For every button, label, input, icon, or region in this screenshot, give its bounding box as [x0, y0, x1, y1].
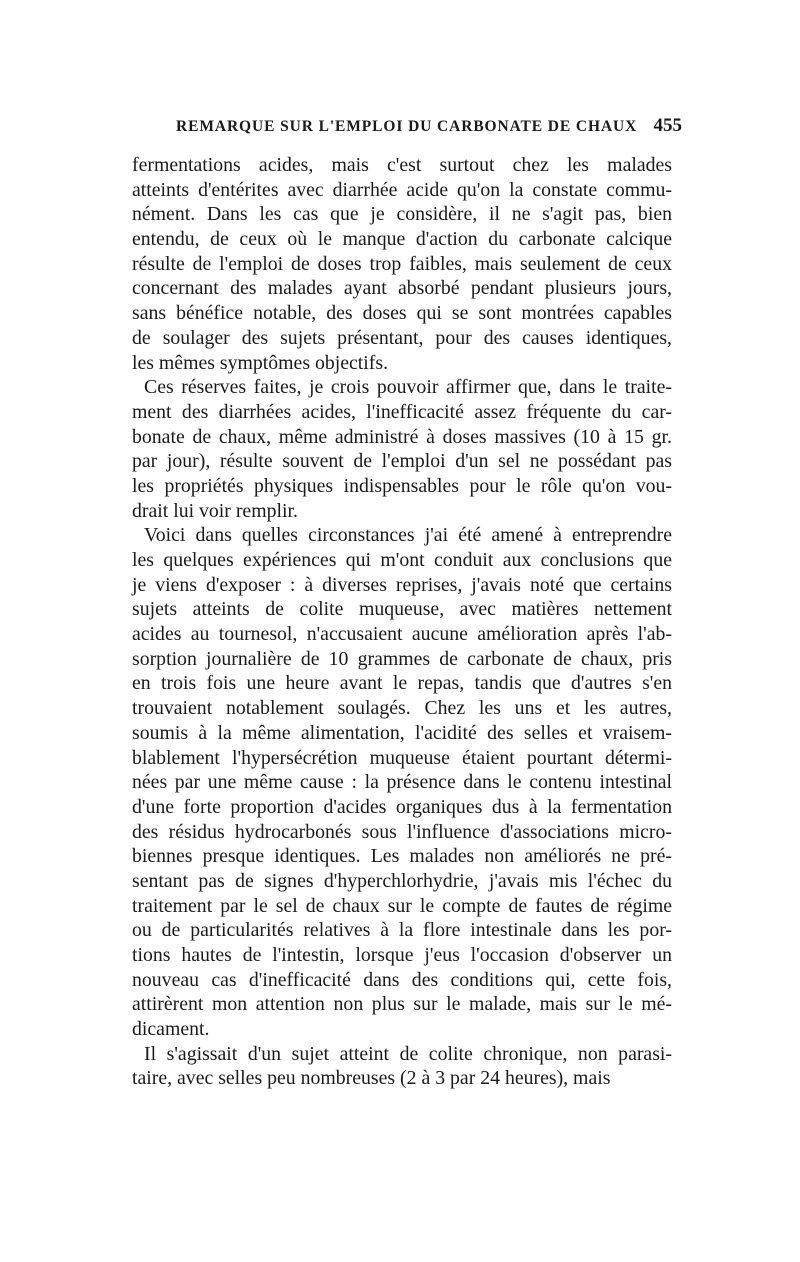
- text-line: des résidus hydrocarbonés sous l'influence d'associations micro-: [132, 820, 672, 843]
- text-line: sujets atteints de colite muqueuse, avec matières nettement: [132, 598, 672, 621]
- paragraph: [132, 1042, 672, 1091]
- text-line: concernant des malades ayant absorbé pendant plusieurs jours,: [132, 277, 672, 300]
- text-line: sentant pas de signes d'hyperchlorhydrie, j'avais mis l'échec du: [132, 869, 672, 892]
- text-line: sorption journalière de 10 grammes de carbonate de chaux, pris: [132, 647, 672, 670]
- text-line: biennes presque identiques. Les malades non améliorés ne pré-: [132, 845, 672, 868]
- body-text: [132, 153, 672, 1091]
- text-line: nouveau cas d'inefficacité dans des conditions qui, cette fois,: [132, 968, 672, 991]
- text-line: dicament.: [132, 1018, 210, 1041]
- text-line: résulte de l'emploi de doses trop faibles, mais seulement de ceux: [132, 252, 672, 275]
- text-line: soumis à la même alimentation, l'acidité des selles et vraisem-: [132, 721, 672, 744]
- paragraph: [132, 523, 672, 1041]
- text-line: attirèrent mon attention non plus sur le malade, mais sur le mé-: [132, 993, 672, 1016]
- text-line: blablement l'hypersécrétion muqueuse étaient pourtant détermi-: [132, 746, 672, 769]
- text-line: tions hautes de l'intestin, lorsque j'eus l'occasion d'observer un: [132, 944, 672, 966]
- text-line: fermentations acides, mais c'est surtout chez les malades: [132, 154, 672, 176]
- text-line: ment des diarrhées acides, l'inefficacité assez fréquente du car-: [132, 400, 672, 423]
- text-line: Ces réserves faites, je crois pouvoir affirmer que, dans le traite-: [144, 376, 672, 399]
- text-line: nées par une même cause : la présence dans le contenu intestinal: [132, 771, 672, 794]
- text-line: Il s'agissait d'un sujet atteint de colite chronique, non parasi-: [144, 1042, 672, 1065]
- text-line: par jour), résulte souvent de l'emploi d'un sel ne possédant pas: [132, 450, 672, 473]
- text-line: de soulager des sujets présentant, pour des causes identiques,: [132, 326, 672, 349]
- text-line: trouvaient notablement soulagés. Chez les uns et les autres,: [132, 697, 672, 720]
- paragraph: [132, 153, 672, 375]
- text-line: atteints d'entérites avec diarrhée acide qu'on la constate commu-: [132, 178, 672, 201]
- text-line: ou de particularités relatives à la flore intestinale dans les por-: [132, 919, 672, 942]
- text-line: les mêmes symptômes objectifs.: [132, 351, 389, 374]
- text-line: Voici dans quelles circonstances j'ai été amené à entreprendre: [144, 524, 672, 547]
- running-header: [176, 115, 682, 142]
- text-line: acides au tournesol, n'accusaient aucune amélioration après l'ab-: [132, 623, 672, 646]
- text-line: entendu, de ceux où le manque d'action du carbonate calcique: [132, 228, 672, 251]
- text-line: les quelques expériences qui m'ont conduit aux conclusions que: [132, 549, 672, 571]
- text-line: taire, avec selles peu nombreuses (2 à 3 par 24 heures), mais: [132, 1067, 611, 1090]
- text-line: d'une forte proportion d'acides organiques dus à la fermentation: [132, 795, 672, 818]
- text-line: je viens d'exposer : à diverses reprises, j'avais noté que certains: [132, 573, 672, 596]
- text-line: bonate de chaux, même administré à doses massives (10 à 15 gr.: [132, 425, 672, 448]
- text-line: drait lui voir remplir.: [132, 499, 298, 522]
- text-line: en trois fois une heure avant le repas, tandis que d'autres s'en: [132, 672, 672, 695]
- text-line: sans bénéfice notable, des doses qui se sont montrées capables: [132, 302, 672, 325]
- text-line: traitement par le sel de chaux sur le compte de fautes de régime: [132, 894, 672, 917]
- paragraph: [132, 375, 672, 523]
- running-title: REMARQUE SUR L'EMPLOI DU CARBONATE DE CHAUX: [176, 118, 638, 135]
- text-line: les propriétés physiques indispensables pour le rôle qu'on vou-: [132, 474, 672, 497]
- text-line: nément. Dans les cas que je considère, il ne s'agit pas, bien: [132, 203, 672, 226]
- page-number: 455: [653, 115, 682, 136]
